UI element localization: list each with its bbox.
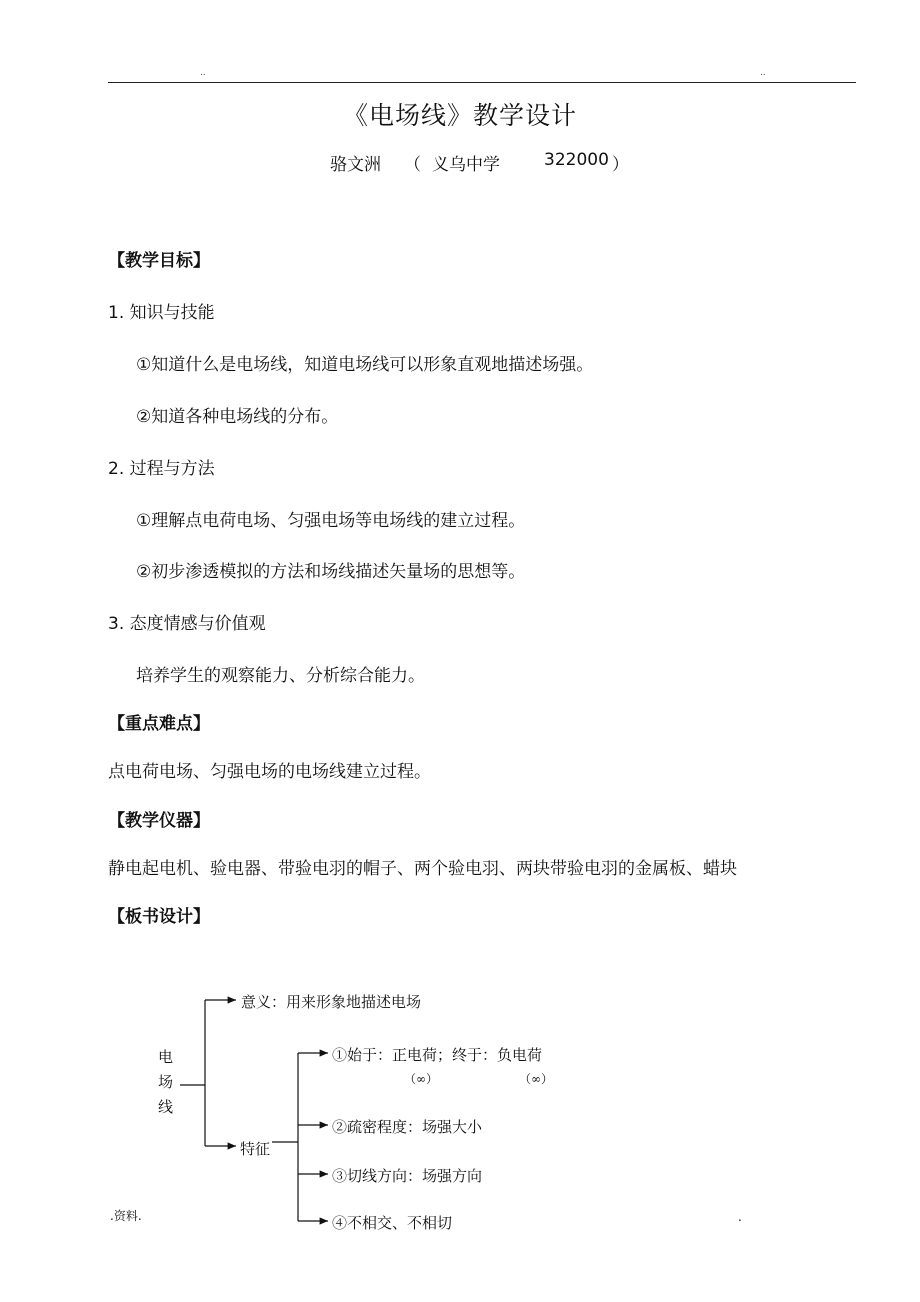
diagram-feature-4: ④不相交、不相切	[332, 1214, 453, 1232]
author-open-paren: （	[404, 155, 421, 175]
goal-point-1-2: ②知道各种电场线的分布。	[136, 407, 339, 427]
goal-label-2: 2. 过程与方法	[108, 459, 215, 479]
diagram-root-char-1: 电	[158, 1048, 174, 1066]
author-school: 义乌中学	[432, 155, 500, 175]
section-heading-goals: 【教学目标】	[108, 251, 210, 271]
goal-label-1: 1. 知识与技能	[108, 303, 215, 323]
page-title: 《电场线》教学设计	[342, 101, 577, 130]
author-close-paren: ）	[612, 155, 629, 175]
goal-label-3: 3. 态度情感与价值观	[108, 614, 266, 634]
diagram-feature-2: ②疏密程度：场强大小	[332, 1118, 483, 1136]
diagram-feature-label: 特征	[240, 1140, 271, 1158]
header-right-mark: ..	[760, 68, 766, 78]
diagram-infinity-left: （∞）	[404, 1072, 438, 1086]
footer-left: .资料.	[110, 1209, 142, 1223]
diagram-feature-1: ①始于：正电荷；终于：负电荷	[332, 1046, 543, 1064]
author-name: 骆文洲	[330, 155, 381, 175]
section-heading-board: 【板书设计】	[108, 907, 210, 927]
key-points-text: 点电荷电场、匀强电场的电场线建立过程。	[108, 762, 431, 782]
goal-point-1-1: ①知道什么是电场线，知道电场线可以形象直观地描述场强。	[136, 355, 594, 375]
goal-point-2-2: ②初步渗透模拟的方法和场线描述矢量场的思想等。	[136, 562, 526, 582]
diagram-root-char-2: 场	[158, 1073, 174, 1091]
goal-point-2-1: ①理解点电荷电场、匀强电场等电场线的建立过程。	[136, 511, 526, 531]
author-postcode: 322000	[544, 150, 609, 170]
section-heading-instruments: 【教学仪器】	[108, 811, 210, 831]
diagram-feature-3: ③切线方向：场强方向	[332, 1167, 483, 1185]
instruments-text: 静电起电机、验电器、带验电羽的帽子、两个验电羽、两块带验电羽的金属板、蜡块	[108, 859, 737, 879]
header-left-mark: ..	[200, 68, 206, 78]
section-heading-key-points: 【重点难点】	[108, 714, 210, 734]
footer-right: .	[738, 1210, 742, 1224]
diagram-meaning: 意义：用来形象地描述电场	[241, 993, 422, 1011]
diagram-root-char-3: 线	[158, 1098, 174, 1116]
diagram-infinity-right: （∞）	[519, 1072, 553, 1086]
goal-point-3-1: 培养学生的观察能力、分析综合能力。	[136, 666, 425, 686]
